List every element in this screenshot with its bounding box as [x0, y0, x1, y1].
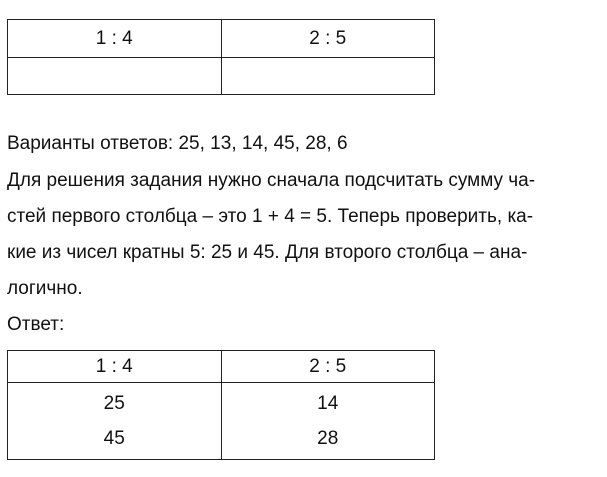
answer-header-ratio-2-5: 2 : 5 [221, 351, 435, 383]
explanation-line: логично. [7, 278, 83, 299]
header-ratio-2-5: 2 : 5 [221, 20, 435, 58]
solution-explanation [7, 163, 599, 307]
empty-cell-col2 [221, 58, 435, 95]
explanation-line: Для решения задания нужно сначала подсчитать сумму ча- [7, 170, 536, 191]
answer-value-28: 28 [317, 428, 339, 449]
explanation-line: кие из чисел кратны 5: 25 и 45. Для второго столбца – ана- [7, 242, 528, 263]
answer-col1-values [8, 383, 222, 460]
empty-cell-col1 [8, 58, 222, 95]
ratio-table-empty [7, 19, 435, 95]
answer-label: Ответ: [7, 314, 65, 335]
answer-table-header-row [8, 351, 435, 383]
answer-value-14: 14 [317, 393, 339, 414]
answer-value-45: 45 [103, 428, 125, 449]
answer-options-text: Варианты ответов: 25, 13, 14, 45, 28, 6 [7, 133, 348, 154]
header-ratio-1-4: 1 : 4 [8, 20, 222, 58]
ratio-table-empty-row [8, 58, 435, 95]
explanation-line: стей первого столбца – это 1 + 4 = 5. Теперь проверить, ка- [7, 206, 534, 227]
answer-col2-values [221, 383, 435, 460]
ratio-table-header-row [8, 20, 435, 58]
answer-value-25: 25 [103, 393, 125, 414]
answer-header-ratio-1-4: 1 : 4 [8, 351, 222, 383]
answer-table-values-row [8, 383, 435, 460]
ratio-table-answer [7, 350, 435, 460]
